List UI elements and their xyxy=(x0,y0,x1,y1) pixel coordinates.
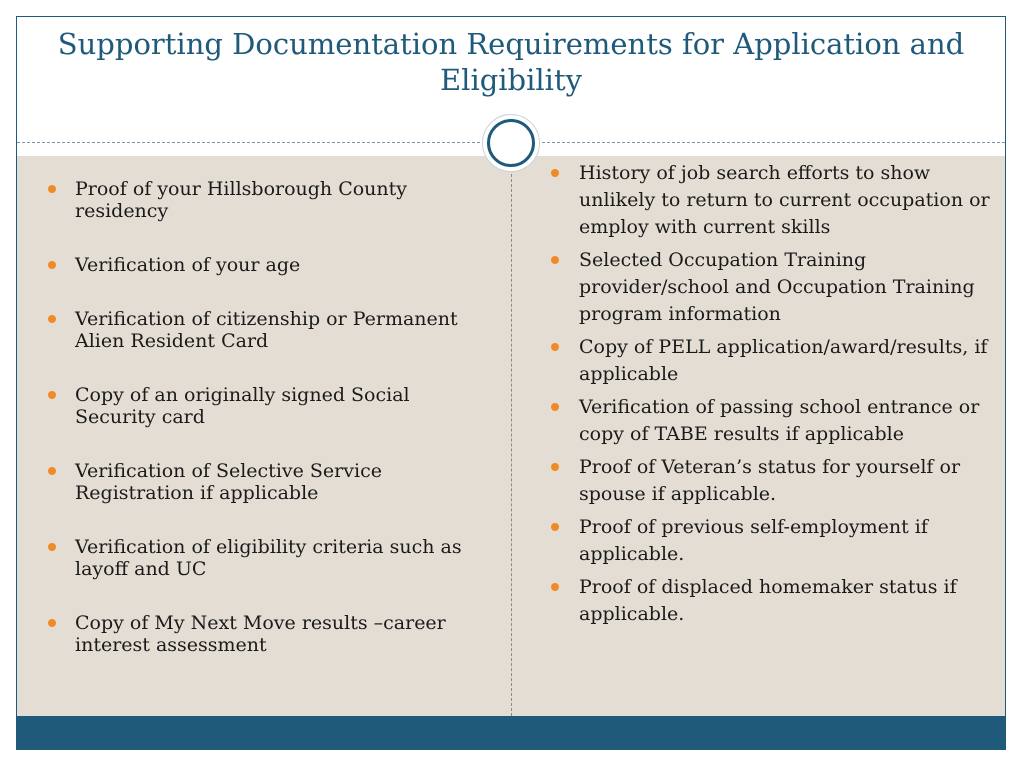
right-bullet-list xyxy=(551,160,991,634)
bullet-icon xyxy=(48,185,56,193)
list-item-text: Verification of eligibility criteria such as layoff and UC xyxy=(75,536,462,580)
list-item-text: Verification of your age xyxy=(75,254,301,276)
list-item-text: Proof of previous self-employment if applicable. xyxy=(579,516,928,565)
list-item xyxy=(48,612,478,656)
bullet-icon xyxy=(551,523,559,531)
list-item xyxy=(48,254,478,276)
list-item-text: Copy of an originally signed Social Security card xyxy=(75,384,410,428)
footer-bar xyxy=(17,716,1005,749)
list-item xyxy=(551,394,991,448)
list-item-text: Copy of PELL application/award/results, if applicable xyxy=(579,336,988,385)
list-item xyxy=(48,308,478,352)
bullet-icon xyxy=(551,403,559,411)
list-item-text: Proof of Veteran’s status for yourself or spouse if applicable. xyxy=(579,456,961,505)
list-item xyxy=(48,460,478,504)
bullet-icon xyxy=(551,583,559,591)
list-item-text: Verification of citizenship or Permanent Alien Resident Card xyxy=(75,308,458,352)
bullet-icon xyxy=(48,315,56,323)
list-item-text: Verification of passing school entrance or copy of TABE results if applicable xyxy=(579,396,980,445)
list-item-text: History of job search efforts to show unlikely to return to current occupation or employ with current skills xyxy=(579,162,990,238)
list-item-text: Proof of displaced homemaker status if applicable. xyxy=(579,576,957,625)
slide-title: Supporting Documentation Requirements for Application and Eligibility xyxy=(57,27,965,97)
column-divider xyxy=(511,164,512,716)
bullet-icon xyxy=(48,391,56,399)
bullet-icon xyxy=(48,619,56,627)
bullet-icon xyxy=(48,467,56,475)
bullet-icon xyxy=(551,169,559,177)
list-item xyxy=(551,334,991,388)
bullet-icon xyxy=(551,343,559,351)
list-item-text: Copy of My Next Move results –career interest assessment xyxy=(75,612,446,656)
list-item xyxy=(48,384,478,428)
list-item xyxy=(551,160,991,241)
list-item-text: Selected Occupation Training provider/school and Occupation Training program information xyxy=(579,249,975,325)
list-item xyxy=(551,247,991,328)
list-item xyxy=(551,514,991,568)
list-item-text: Proof of your Hillsborough County residency xyxy=(75,178,408,222)
list-item xyxy=(48,536,478,580)
list-item xyxy=(48,178,478,222)
left-bullet-list xyxy=(48,178,478,688)
list-item xyxy=(551,574,991,628)
list-item xyxy=(551,454,991,508)
bullet-icon xyxy=(551,256,559,264)
list-item-text: Verification of Selective Service Registration if applicable xyxy=(75,460,382,504)
bullet-icon xyxy=(48,261,56,269)
bullet-icon xyxy=(551,463,559,471)
bullet-icon xyxy=(48,543,56,551)
circle-ring-icon xyxy=(487,119,535,167)
